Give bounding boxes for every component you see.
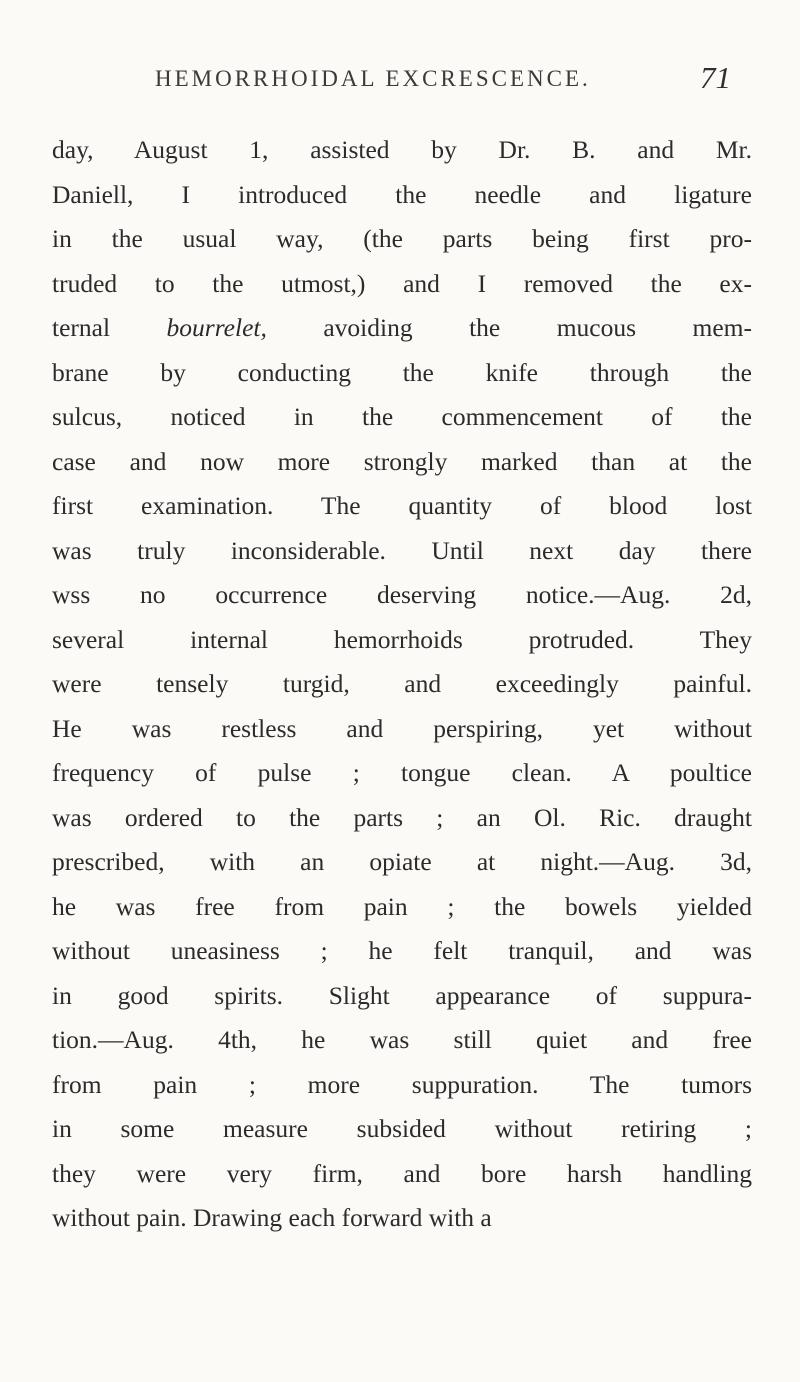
- text-line-13: were tensely turgid, and exceedingly painful.: [52, 669, 752, 698]
- running-title: HEMORRHOIDAL EXCRESCENCE.: [155, 66, 591, 91]
- text-line-15: frequency of pulse ; tongue clean. A poultice: [52, 758, 752, 787]
- text-line-8: case and now more strongly marked than at the: [52, 446, 752, 476]
- text-line-20: in good spirits. Slight appearance of suppura-: [52, 980, 752, 1010]
- text-line-19: without uneasiness ; he felt tranquil, and was: [52, 936, 752, 965]
- body-text: [52, 128, 752, 1241]
- text-line-24: they were very firm, and bore harsh handling: [52, 1158, 752, 1188]
- text-line-1: day, August 1, assisted by Dr. B. and Mr.: [52, 135, 752, 164]
- italic-word-bourrelet: bourrelet,: [166, 313, 267, 342]
- text-line-17: prescribed, with an opiate at night.—Aug. 3d,: [52, 847, 752, 876]
- text-line-7: sulcus, noticed in the commencement of the: [52, 402, 752, 431]
- text-line-12: several internal hemorrhoids protruded. They: [52, 624, 752, 654]
- text-line-16: was ordered to the parts ; an Ol. Ric. draught: [52, 802, 752, 832]
- text-line-14: He was restless and perspiring, yet without: [52, 713, 752, 743]
- text-line-25: without pain. Drawing each forward with a: [52, 1203, 492, 1232]
- text-line-9: first examination. The quantity of blood lost: [52, 491, 752, 520]
- text-line-6: brane by conducting the knife through the: [52, 357, 752, 387]
- page-number: 71: [700, 60, 731, 95]
- text-line-3: in the usual way, (the parts being first pro-: [52, 224, 752, 253]
- text-line-5-after: avoiding the mucous mem-: [266, 313, 752, 342]
- text-line-18: he was free from pain ; the bowels yielded: [52, 891, 752, 921]
- text-line-10: was truly inconsiderable. Until next day there: [52, 535, 752, 565]
- text-line-23: in some measure subsided without retiring ;: [52, 1114, 752, 1143]
- text-line-11: wss no occurrence deserving notice.—Aug. 2d,: [52, 580, 752, 609]
- text-line-5-before: ternal: [52, 313, 167, 342]
- text-line-2: Daniell, I introduced the needle and ligature: [52, 179, 752, 209]
- text-line-22: from pain ; more suppuration. The tumors: [52, 1069, 752, 1099]
- text-line-5: [52, 306, 752, 351]
- text-line-4: truded to the utmost,) and I removed the ex-: [52, 268, 752, 298]
- text-line-21: tion.—Aug. 4th, he was still quiet and free: [52, 1025, 752, 1054]
- running-head: [0, 60, 800, 100]
